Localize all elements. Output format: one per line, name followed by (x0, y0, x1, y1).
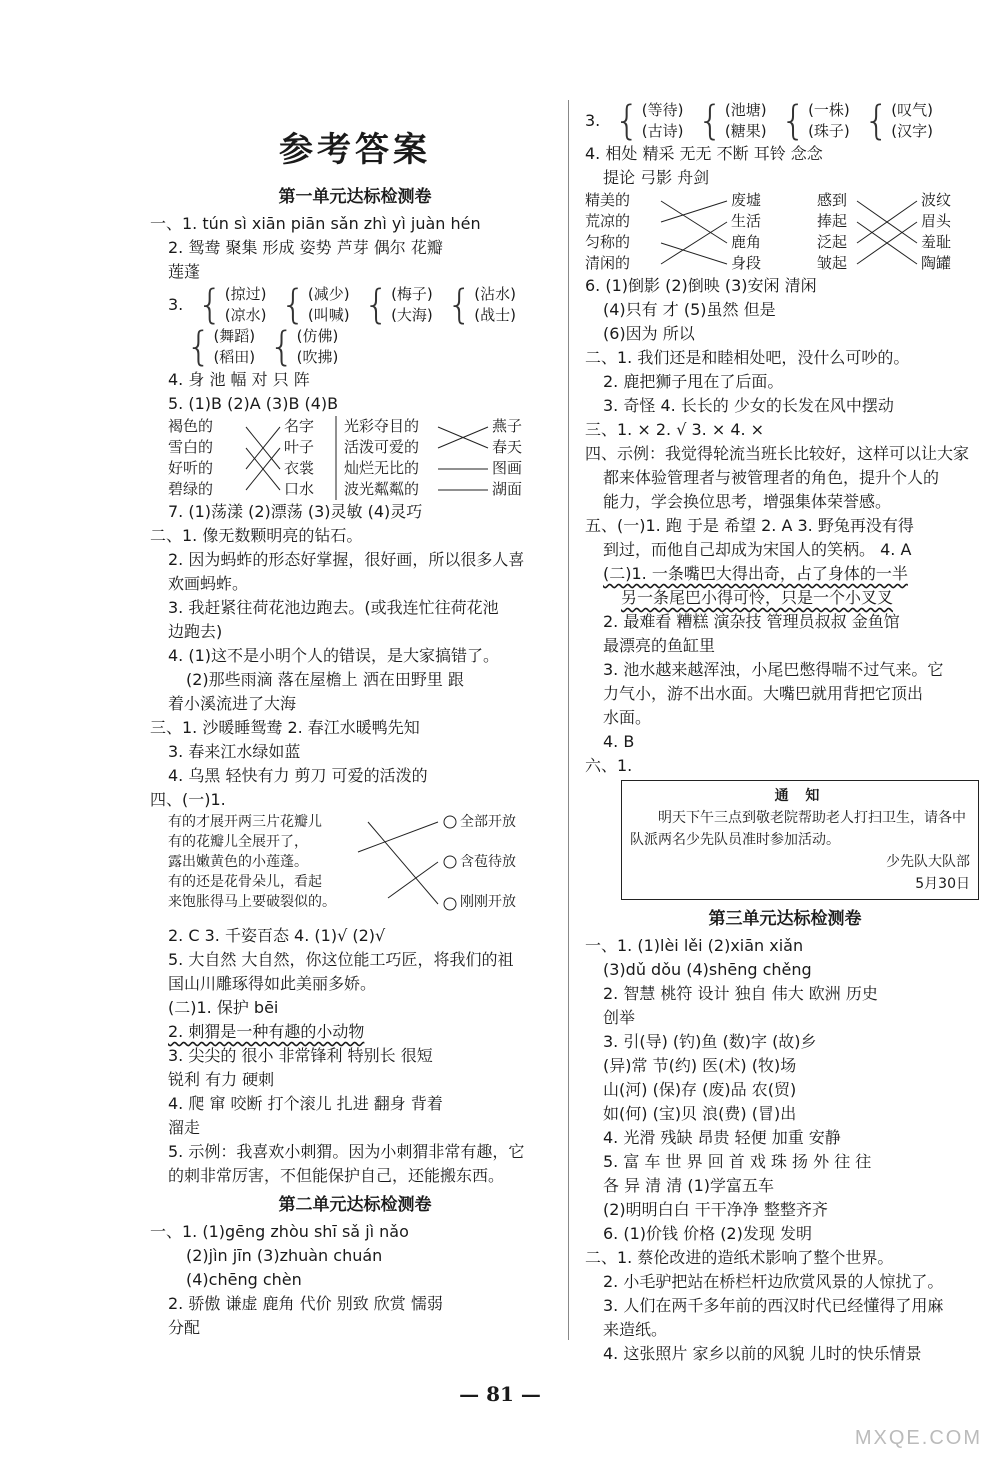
u3-line: 2. 智慧 桃符 设计 独自 伟大 欧洲 历史 (603, 984, 878, 1003)
u2-line: 分配 (168, 1318, 201, 1337)
question-label: 3. (585, 111, 601, 130)
u1-line: 的刺非常厉害，不但能保护自己，还能搬东西。 (168, 1166, 505, 1185)
match-word: 刚刚开放 (460, 894, 516, 910)
brace-word: (古诗) (641, 122, 684, 140)
u1-line: 4. 身 池 幅 对 只 阵 (168, 370, 310, 389)
u3-line: 4. 光滑 残缺 昂贵 轻便 加重 安静 (603, 1128, 841, 1147)
u1-line: 欢画蚂蚱。 (168, 574, 249, 593)
match-column (460, 812, 516, 912)
notice-from: 少先队大队部 (886, 854, 970, 870)
match-word: 含苞待放 (460, 854, 516, 870)
match-word: 露出嫩黄色的小莲蓬。 (168, 854, 308, 870)
brace-icon: { (697, 98, 723, 144)
u2-line: 五、(一)1. 跑 于是 希望 2. A 3. 野兔再没有得 (585, 516, 914, 535)
brace-word: (糖果) (724, 122, 767, 140)
match-word: 皱起 (817, 254, 848, 272)
u3-line: (3)dǔ dǒu (4)shēng chěng (603, 960, 812, 979)
brace-pair (864, 100, 933, 142)
brace-icon: { (269, 324, 295, 370)
brace-word: (舞蹈) (213, 327, 256, 345)
match-column (168, 812, 336, 912)
left-column (150, 110, 560, 1340)
unit1-heading: 第一单元达标检测卷 (278, 187, 432, 207)
match-word: 泛起 (817, 233, 848, 251)
match-word: 有的还是花骨朵儿，看起 (168, 874, 322, 890)
u1-line: 5. 大自然 大自然，你这位能工巧匠，将我们的祖 (168, 950, 514, 969)
match-word: 好听的 (168, 459, 214, 477)
match-column (731, 190, 761, 274)
u2-line: 都来体验管理者与被管理者的角色，提升个人的 (603, 468, 940, 487)
u3-line: 3. 人们在两千多年前的西汉时代已经懂得了用麻 (603, 1296, 944, 1315)
u2-matching-exercise (585, 190, 985, 274)
u2-line: (4)chēng chèn (186, 1270, 302, 1289)
u2-line: 三、1. × 2. √ 3. × 4. × (585, 420, 765, 439)
u1-line: 四、(一)1. (150, 790, 226, 809)
match-word: 鹿角 (731, 233, 762, 251)
u2-line: 另一条尾巴小得可怜，只是一个小叉叉 (621, 588, 894, 607)
match-word: 衣裳 (284, 459, 315, 477)
u2-line: 六、1. (585, 756, 633, 775)
u3-line: 山(河) (保)存 (废)品 农(贸) (603, 1080, 797, 1099)
brace-icon: { (186, 324, 212, 370)
u1-line: 莲蓬 (168, 262, 201, 281)
u2-line: 到过，而他自己却成为宋国人的笑柄。 4. A (603, 540, 912, 559)
notice-date: 5月30日 (915, 876, 970, 892)
u1-line: 锐利 有力 硬刺 (168, 1070, 275, 1089)
u1-line: 3. 我赶紧往荷花池边跑去。(或我连忙往荷花池 (168, 598, 499, 617)
u3-line: (2)明明白白 干干净净 整整齐齐 (603, 1200, 828, 1219)
u1-brace-group (168, 284, 560, 326)
page-title: 参考答案 (279, 130, 431, 170)
u1-line: 边跑去) (168, 622, 223, 641)
u1-line: 4. 乌黑 轻快有力 剪刀 可爱的活泼的 (168, 766, 428, 785)
u2-line: 二、1. 我们还是和睦相处吧，没什么可吵的。 (585, 348, 910, 367)
u3-line: 二、1. 蔡伦改进的造纸术影响了整个世界。 (585, 1248, 894, 1267)
notice-box (621, 780, 979, 900)
brace-word: (梅子) (391, 285, 433, 303)
u3-line: 2. 小毛驴把站在桥栏杆边欣赏风景的人惊扰了。 (603, 1272, 944, 1291)
u1-line: 3. 春来江水绿如蓝 (168, 742, 301, 761)
u3-line: 各 异 清 清 (1)学富五车 (603, 1176, 775, 1195)
u2-line: (2)jìn jīn (3)zhuàn chuán (186, 1246, 383, 1265)
u1-line: 4. 爬 窜 咬断 打个滚儿 扎进 翻身 背着 (168, 1094, 443, 1113)
u2-line: 四、示例：我觉得轮流当班长比较好，这样可以让大家 (585, 444, 970, 463)
match-word: 湖面 (492, 480, 523, 498)
brace-pair (447, 284, 516, 326)
match-word: 废墟 (731, 191, 762, 209)
brace-pair (269, 326, 338, 368)
match-word: 春天 (492, 438, 523, 456)
brace-pair (186, 326, 255, 368)
brace-word: (沾水) (474, 285, 516, 303)
u1-matching-exercise (168, 416, 560, 500)
u3-line: 来造纸。 (603, 1320, 668, 1339)
u2-line: 最漂亮的鱼缸里 (603, 636, 716, 655)
u2-line: (6)因为 所以 (603, 324, 695, 343)
match-column (817, 190, 847, 274)
match-word: 图画 (492, 459, 523, 477)
u1-line: 三、1. 沙暖睡鸳鸯 2. 春江水暖鸭先知 (150, 718, 420, 737)
brace-word: (叫喊) (307, 306, 350, 324)
question-label: 3. (168, 295, 184, 314)
match-word: 眉头 (921, 212, 952, 230)
u3-line: 5. 富 车 世 界 回 首 戏 珠 扬 外 往 往 (603, 1152, 872, 1171)
brace-word: (珠子) (808, 122, 850, 140)
u3-line: 一、1. (1)lèi lěi (2)xiān xiǎn (585, 936, 804, 955)
u3-line: 4. 这张照片 家乡以前的风貌 儿时的快乐情景 (603, 1344, 922, 1363)
u2-line: 一、1. (1)gēng zhòu shī sǎ jì nǎo (150, 1222, 409, 1241)
match-word: 碧绿的 (168, 480, 214, 498)
u1-line: 2. 因为蚂蚱的形态好掌握，很好画，所以很多人喜 (168, 550, 525, 569)
right-column (585, 100, 985, 1366)
u2-line: 能力，学会换位思考，增强集体荣誉感。 (603, 492, 892, 511)
u3-line: 3. 引(导) (钓)鱼 (数)字 (故)乡 (603, 1032, 817, 1051)
brace-pair (697, 100, 766, 142)
u2-line: 2. 最难看 糟糕 演杂技 管理员叔叔 金鱼馆 (603, 612, 900, 631)
brace-pair (614, 100, 683, 142)
u1-line: 5. (1)B (2)A (3)B (4)B (168, 394, 339, 413)
match-word: 活泼可爱的 (344, 438, 420, 456)
brace-word: (仿佛) (296, 327, 339, 345)
match-word: 羞耻 (921, 233, 952, 251)
match-word: 口水 (284, 480, 315, 498)
u3-line: 创举 (603, 1008, 636, 1027)
column-divider (568, 100, 569, 1340)
brace-icon: { (863, 98, 890, 144)
match-column (492, 416, 522, 500)
brace-icon: { (280, 282, 306, 328)
u2-line: 提论 弓影 舟剑 (603, 168, 710, 187)
match-word: 精美的 (585, 191, 631, 209)
u2-line: (4)只有 才 (5)虽然 但是 (603, 300, 776, 319)
u2-line: 2. 骄傲 谦虚 鹿角 代价 别致 欣赏 懦弱 (168, 1294, 443, 1313)
u1-line: 2. 鸳鸯 聚集 形成 姿势 芦芽 偶尔 花瓣 (168, 238, 443, 257)
match-word: 身段 (731, 254, 762, 272)
u1-line: (二)1. 保护 bēi (168, 998, 279, 1017)
u1-line: (2)那些雨滴 落在屋檐上 洒在田野里 跟 (186, 670, 464, 689)
u2-line: 3. 池水越来越浑浊，小尾巴憋得喘不过气来。它 (603, 660, 944, 679)
u1-line: 2. C 3. 千姿百态 4. (1)√ (2)√ (168, 926, 386, 945)
match-word: 来饱胀得马上要破裂似的。 (168, 894, 336, 910)
unit2-heading: 第二单元达标检测卷 (278, 1195, 432, 1215)
match-word: 名字 (284, 417, 315, 435)
match-word: 捧起 (817, 212, 848, 230)
brace-word: (等待) (641, 101, 684, 119)
unit3-heading: 第三单元达标检测卷 (708, 909, 862, 929)
match-word: 雪白的 (168, 438, 214, 456)
brace-pair (781, 100, 850, 142)
brace-word: (凉水) (224, 306, 267, 324)
u1-line: 二、1. 像无数颗明亮的钻石。 (150, 526, 363, 545)
brace-word: (稻田) (213, 348, 256, 366)
brace-word: (战士) (474, 306, 516, 324)
brace-word: (吹拂) (296, 348, 339, 366)
match-word: 褐色的 (168, 417, 214, 435)
page-number: — 81 — (459, 1382, 541, 1406)
match-word: 光彩夺目的 (344, 417, 420, 435)
u3-line: (异)常 节(约) 医(术) (牧)场 (603, 1056, 797, 1075)
match-word: 波光粼粼的 (344, 480, 420, 498)
brace-icon: { (363, 282, 390, 328)
u2-line: 水面。 (603, 708, 652, 727)
u1-line: 5. 示例：我喜欢小刺猬。因为小刺猬非常有趣，它 (168, 1142, 525, 1161)
u2-line: 4. B (603, 732, 635, 751)
u2-line: (二)1. 一条嘴巴大得出奇，占了身体的一半 (603, 564, 908, 583)
match-word: 有的花瓣儿全展开了， (168, 834, 308, 850)
u1-brace-group (186, 326, 560, 368)
brace-word: (叹气) (891, 101, 933, 119)
u1-line: 2. 刺猬是一种有趣的小动物 (168, 1022, 365, 1041)
match-word: 叶子 (284, 438, 315, 456)
watermark: MXQE.COM (854, 1427, 982, 1449)
brace-word: (掠过) (224, 285, 267, 303)
notice-title: 通 知 (774, 788, 826, 804)
brace-icon: { (780, 98, 807, 144)
match-column (585, 190, 630, 274)
u3-line: 如(何) (宝)贝 浪(费) (冒)出 (603, 1104, 797, 1123)
u1-line: 溜走 (168, 1118, 201, 1137)
match-column (284, 416, 314, 500)
match-word: 匀称的 (585, 233, 631, 251)
match-word: 感到 (817, 191, 848, 209)
match-word: 有的才展开两三片花瓣儿 (168, 814, 322, 830)
brace-word: (减少) (307, 285, 350, 303)
match-column (344, 416, 419, 500)
u2-line: 力气小，游不出水面。大嘴巴就用背把它顶出 (603, 684, 924, 703)
u1-line: 国山川雕琢得如此美丽多娇。 (168, 974, 377, 993)
u3-line: 6. (1)价钱 价格 (2)发现 发明 (603, 1224, 812, 1243)
brace-pair (197, 284, 266, 326)
match-column (921, 190, 951, 274)
u2-line: 6. (1)倒影 (2)倒映 (3)安闲 清闲 (585, 276, 817, 295)
brace-word: (一株) (808, 101, 850, 119)
match-word: 清闲的 (585, 254, 631, 272)
brace-pair (364, 284, 433, 326)
match-word: 波纹 (921, 191, 952, 209)
match-word: 陶罐 (921, 254, 952, 272)
match-word: 灿烂无比的 (344, 459, 420, 477)
u2-line: 3. 奇怪 4. 长长的 少女的长发在风中摆动 (603, 396, 894, 415)
u1-line: 4. (1)这不是小明个人的错误，是大家搞错了。 (168, 646, 500, 665)
brace-icon: { (614, 98, 640, 144)
u1-line: 3. 尖尖的 很小 非常锋利 特别长 很短 (168, 1046, 433, 1065)
u1-line: 7. (1)荡漾 (2)漂荡 (3)灵敏 (4)灵巧 (168, 502, 423, 521)
flower-icon (444, 816, 456, 910)
u1-line: 着小溪流进了大海 (168, 694, 297, 713)
brace-pair (280, 284, 349, 326)
u1-line: 一、1. tún sì xiān piān sǎn zhì yì juàn hén (150, 214, 481, 233)
brace-icon: { (446, 282, 473, 328)
match-word: 荒凉的 (585, 212, 631, 230)
brace-word: (大海) (391, 306, 433, 324)
flower-matching-exercise (168, 812, 560, 924)
match-word: 燕子 (492, 417, 523, 435)
u2-line: 4. 相处 精采 无无 不断 耳铃 念念 (585, 144, 823, 163)
brace-word: (池塘) (724, 101, 767, 119)
match-word: 生活 (731, 212, 762, 230)
match-word: 全部开放 (460, 814, 516, 830)
brace-word: (汉字) (891, 122, 933, 140)
match-column (168, 416, 213, 500)
notice-body: 明天下午三点到敬老院帮助老人打扫卫生，请各中队派两名少先队员准时参加活动。 (630, 810, 966, 848)
u2-line: 2. 鹿把狮子甩在了后面。 (603, 372, 784, 391)
brace-icon: { (197, 282, 223, 328)
u2-brace-group (585, 100, 985, 142)
